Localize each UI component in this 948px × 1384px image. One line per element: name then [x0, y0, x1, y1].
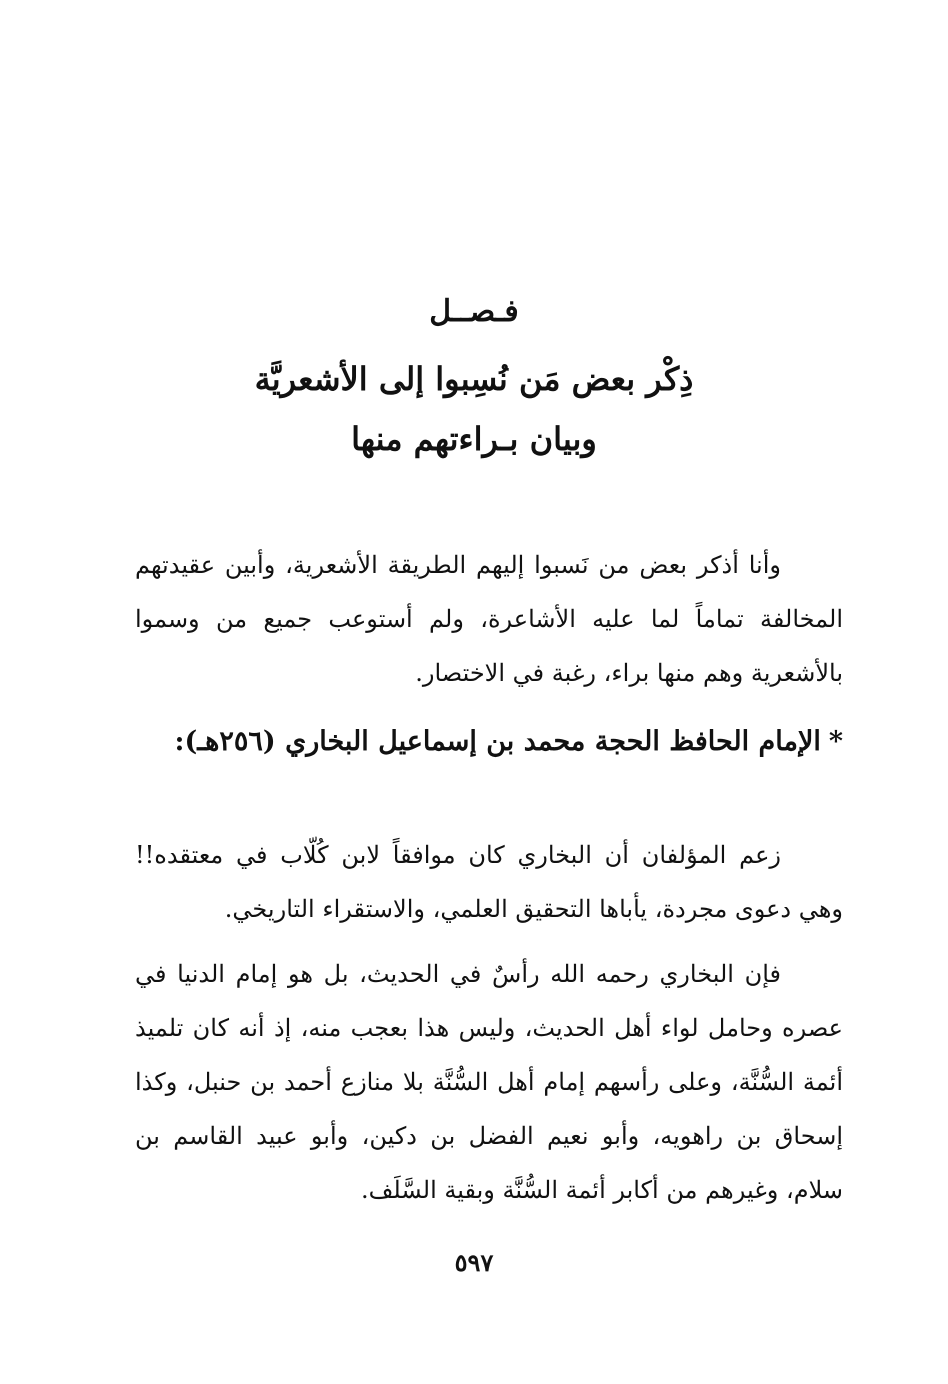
paragraph-1	[135, 828, 843, 936]
intro-paragraph	[135, 538, 843, 700]
subheading-bukhari	[135, 716, 843, 768]
bullet-star-icon: *	[828, 726, 843, 757]
intro-paragraph-text: وأنا أذكر بعض من نَسبوا إليهم الطريقة الأشعرية، وأبين عقيدتهم المخالفة تماماً لما عليه الأشاعرة، ولم أستوعب جميع من وسموا بالأشعرية وهم منها براء، رغبة في الاختصار.	[135, 551, 843, 687]
section-label: فـصــل	[429, 294, 519, 329]
chapter-title-line-1: ذِكْر بعض مَن نُسِبوا إلى الأشعريَّة	[254, 360, 694, 398]
paragraph-1-text: زعم المؤلفان أن البخاري كان موافقاً لابن كُلّاب في معتقده!! وهي دعوى مجردة، يأباها التحقيق العلمي، والاستقراء التاريخي.	[135, 841, 843, 923]
paragraph-2	[135, 947, 843, 1217]
page-number: ٥٩٧	[454, 1248, 494, 1277]
subheading-text: الإمام الحافظ الحجة محمد بن إسماعيل البخاري (٢٥٦هـ):	[174, 726, 821, 757]
chapter-title-line-2: وبيان بـراءتهم منها	[351, 420, 597, 458]
paragraph-2-text: فإن البخاري رحمه الله رأسٌ في الحديث، بل هو إمام الدنيا في عصره وحامل لواء أهل الحديث، وليس هذا بعجب منه، إذ أنه كان تلميذ أئمة السُّنَّة، وعلى رأسهم إمام أهل السُّنَّة بلا منازع أحمد بن حنبل، وكذا إسحاق بن راهويه، وأبو نعيم الفضل بن دكين، وأبو عبيد القاسم بن سلام، وغيرهم من أكابر أئمة السُّنَّة وبقية السَّلَف.	[135, 960, 843, 1204]
